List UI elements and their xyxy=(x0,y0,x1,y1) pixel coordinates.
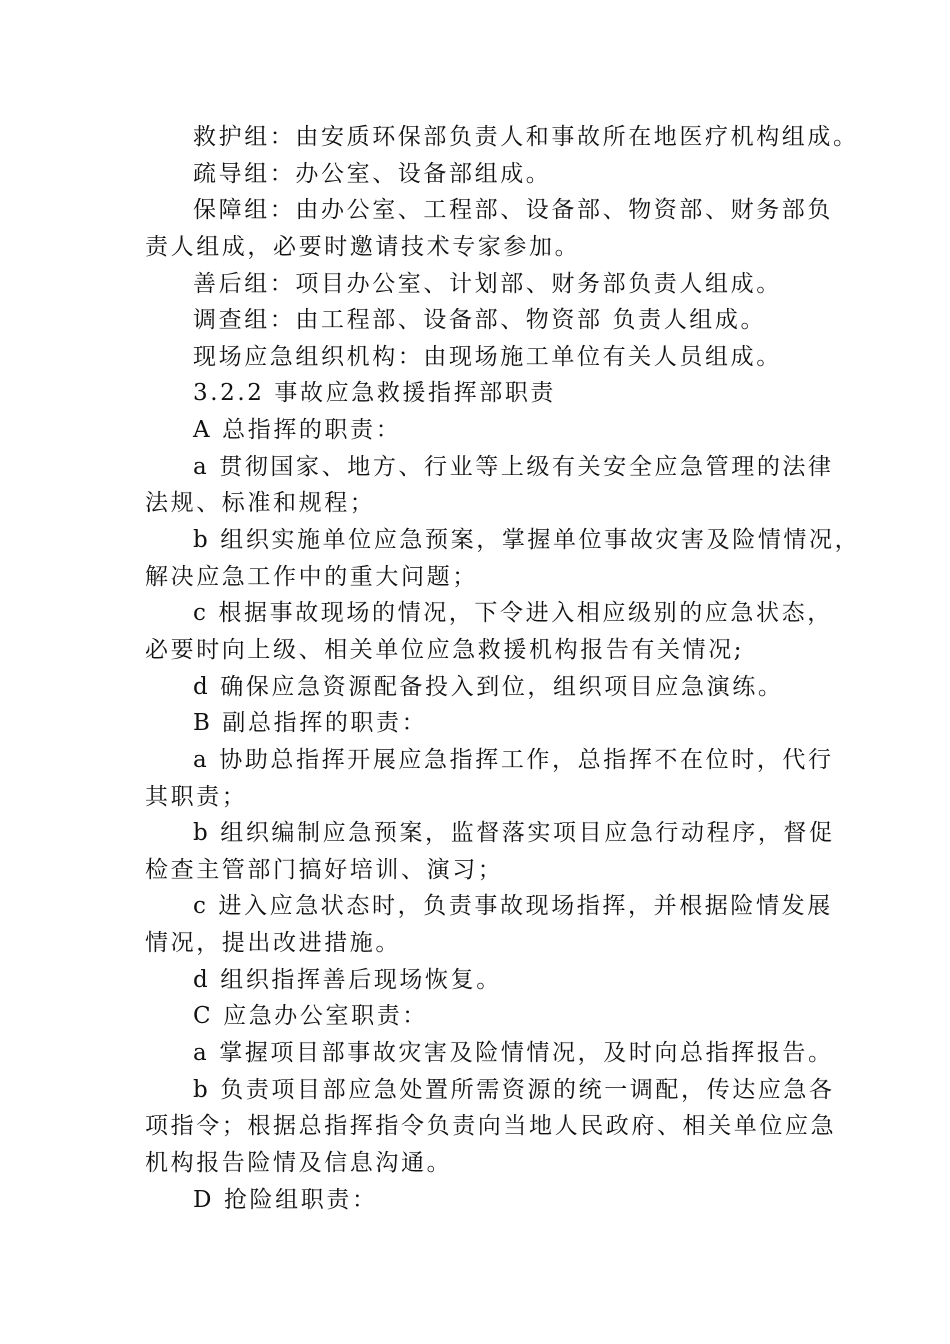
paragraph xyxy=(145,669,825,706)
text-line: 保障组：由办公室、工程部、设备部、物资部、财务部负 xyxy=(193,197,833,224)
text-line: 法规、标准和规程； xyxy=(145,490,376,517)
paragraph xyxy=(145,375,825,412)
text-line: 解决应急工作中的重大问题； xyxy=(145,563,478,590)
text-line: b 负责项目部应急处置所需资源的统一调配，传达应急各 xyxy=(193,1076,835,1103)
text-line: d 确保应急资源配备投入到位，组织项目应急演练。 xyxy=(193,673,784,700)
text-line: 救护组：由安质环保部负责人和事故所在地医疗机构组成。 xyxy=(193,124,859,150)
text-line: A 总指挥的职责： xyxy=(193,417,402,444)
paragraph xyxy=(145,119,859,156)
text-line: D 抢险组职责： xyxy=(193,1186,378,1213)
paragraph xyxy=(145,522,861,595)
text-line: 必要时向上级、相关单位应急救援机构报告有关情况; xyxy=(145,636,745,663)
text-line: 机构报告险情及信息沟通。 xyxy=(145,1149,453,1176)
text-line: 善后组：项目办公室、计划部、财务部负责人组成。 xyxy=(193,270,782,297)
text-line: a 协助总指挥开展应急指挥工作，总指挥不在位时，代行 xyxy=(193,746,834,773)
text-line: a 掌握项目部事故灾害及险情情况，及时向总指挥报告。 xyxy=(193,1040,834,1067)
paragraph xyxy=(145,192,833,265)
paragraph xyxy=(145,1035,834,1072)
text-line: C 应急办公室职责： xyxy=(193,1003,428,1030)
paragraph xyxy=(145,962,825,999)
text-line: B 副总指挥的职责： xyxy=(193,710,428,737)
paragraph xyxy=(145,705,825,742)
text-line: 责人组成，必要时邀请技术专家参加。 xyxy=(145,233,581,260)
text-line: b 组织实施单位应急预案，掌握单位事故灾害及险情情况， xyxy=(193,527,861,554)
text-line: 调查组：由工程部、设备部、物资部 负责人组成。 xyxy=(193,307,767,334)
text-line: 检查主管部门搞好培训、演习； xyxy=(145,856,504,883)
text-line: 情况，提出改进措施。 xyxy=(145,930,401,957)
text-line: a 贯彻国家、地方、行业等上级有关安全应急管理的法律 xyxy=(193,453,834,480)
document-body xyxy=(145,119,861,1218)
text-line: 现场应急组织机构：由现场施工单位有关人员组成。 xyxy=(193,343,782,370)
text-line: 其职责； xyxy=(145,783,248,810)
paragraph xyxy=(145,266,825,303)
paragraph xyxy=(145,1072,837,1182)
paragraph xyxy=(145,815,835,888)
text-line: c 根据事故现场的情况，下令进入相应级别的应急状态， xyxy=(193,600,833,627)
text-line: d 组织指挥善后现场恢复。 xyxy=(193,966,502,993)
paragraph xyxy=(145,595,833,668)
paragraph xyxy=(145,339,825,376)
text-line: b 组织编制应急预案，监督落实项目应急行动程序，督促 xyxy=(193,820,835,847)
paragraph xyxy=(145,742,834,815)
paragraph xyxy=(145,1182,825,1219)
paragraph xyxy=(145,449,834,522)
paragraph xyxy=(145,998,825,1035)
text-line: c 进入应急状态时，负责事故现场指挥，并根据险情发展 xyxy=(193,893,833,920)
text-line: 疏导组：办公室、设备部组成。 xyxy=(193,160,552,187)
paragraph xyxy=(145,412,825,449)
text-line: 3.2.2 事故应急救援指挥部职责 xyxy=(193,380,557,407)
paragraph xyxy=(145,302,825,339)
text-line: 项指令；根据总指挥指令负责向当地人民政府、相关单位应急 xyxy=(145,1113,837,1140)
paragraph xyxy=(145,888,833,961)
paragraph xyxy=(145,156,825,193)
